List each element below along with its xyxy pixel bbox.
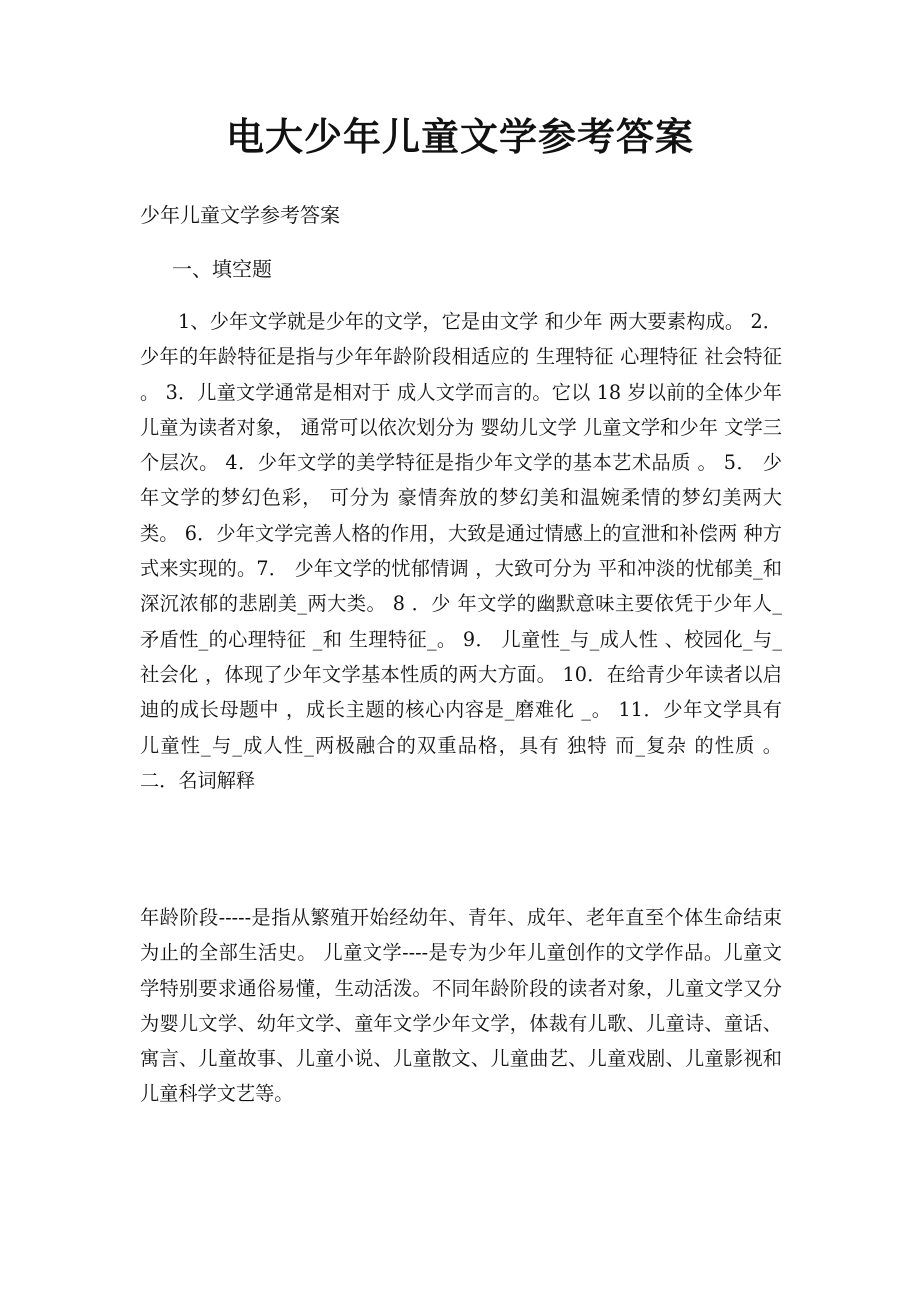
section-heading-fill-in: 一、填空题 <box>172 257 272 281</box>
fill-in-answers-paragraph: 1、少年文学就是少年的文学，它是由文学 和少年 两大要素构成。 2． 少年的年龄特征是指与少年年龄阶段相适应的 生理特征 心理特征 社会特征 。 3．儿童文学通常是相对于 成人文学而言的。它以 18 岁以前的全体少年儿童为读者对象， 通常可以依次划分为 婴幼儿文学 儿童文学和少年 文学三个层次。 4．少年文学的美学特征是指少年文学的基本艺术品质 。 5． 少年文学的梦幻色彩， 可分为 豪情奔放的梦幻美和温婉柔情的梦幻美两大类。 6．少年文学完善人格的作用，大致是通过情感上的宣泄和补偿两 种方式来实现的。7． 少年文学的忧郁情调 ，大致可分为 平和冲淡的忧郁美_和 深沉浓郁的悲剧美_两大类。 8 ．少 年文学的幽默意味主要依凭于少年人_矛盾性_的心理特征 _和 生理特征_。 9． 儿童性_与_成人性 、校园化_与_社会化 ，体现了少年文学基本性质的两大方面。 10．在给青少年读者以启迪的成长母题中 ，成长主题的核心内容是_磨难化 _。 11．少年文学具有 儿童性_与_成人性_两极融合的双重品格，具有 独特 而_复杂 的性质 。 二．名词解释 <box>140 310 782 792</box>
document-title: 电大少年儿童文学参考答案 <box>225 114 694 159</box>
document-subtitle: 少年儿童文学参考答案 <box>140 203 340 227</box>
definitions-paragraph: 年龄阶段-----是指从繁殖开始经幼年、青年、成年、老年直至个体生命结束为止的全部生活史。 儿童文学----是专为少年儿童创作的文学作品。儿童文学特别要求通俗易懂，生动活泼。不同年龄阶段的读者对象，儿童文学又分为婴儿文学、幼年文学、童年文学少年文学，体裁有儿歌、儿童诗、童话、寓言、儿童故事、儿童小说、儿童散文、儿童曲艺、儿童戏剧、儿童影视和儿童科学文艺等。 <box>140 906 782 1106</box>
